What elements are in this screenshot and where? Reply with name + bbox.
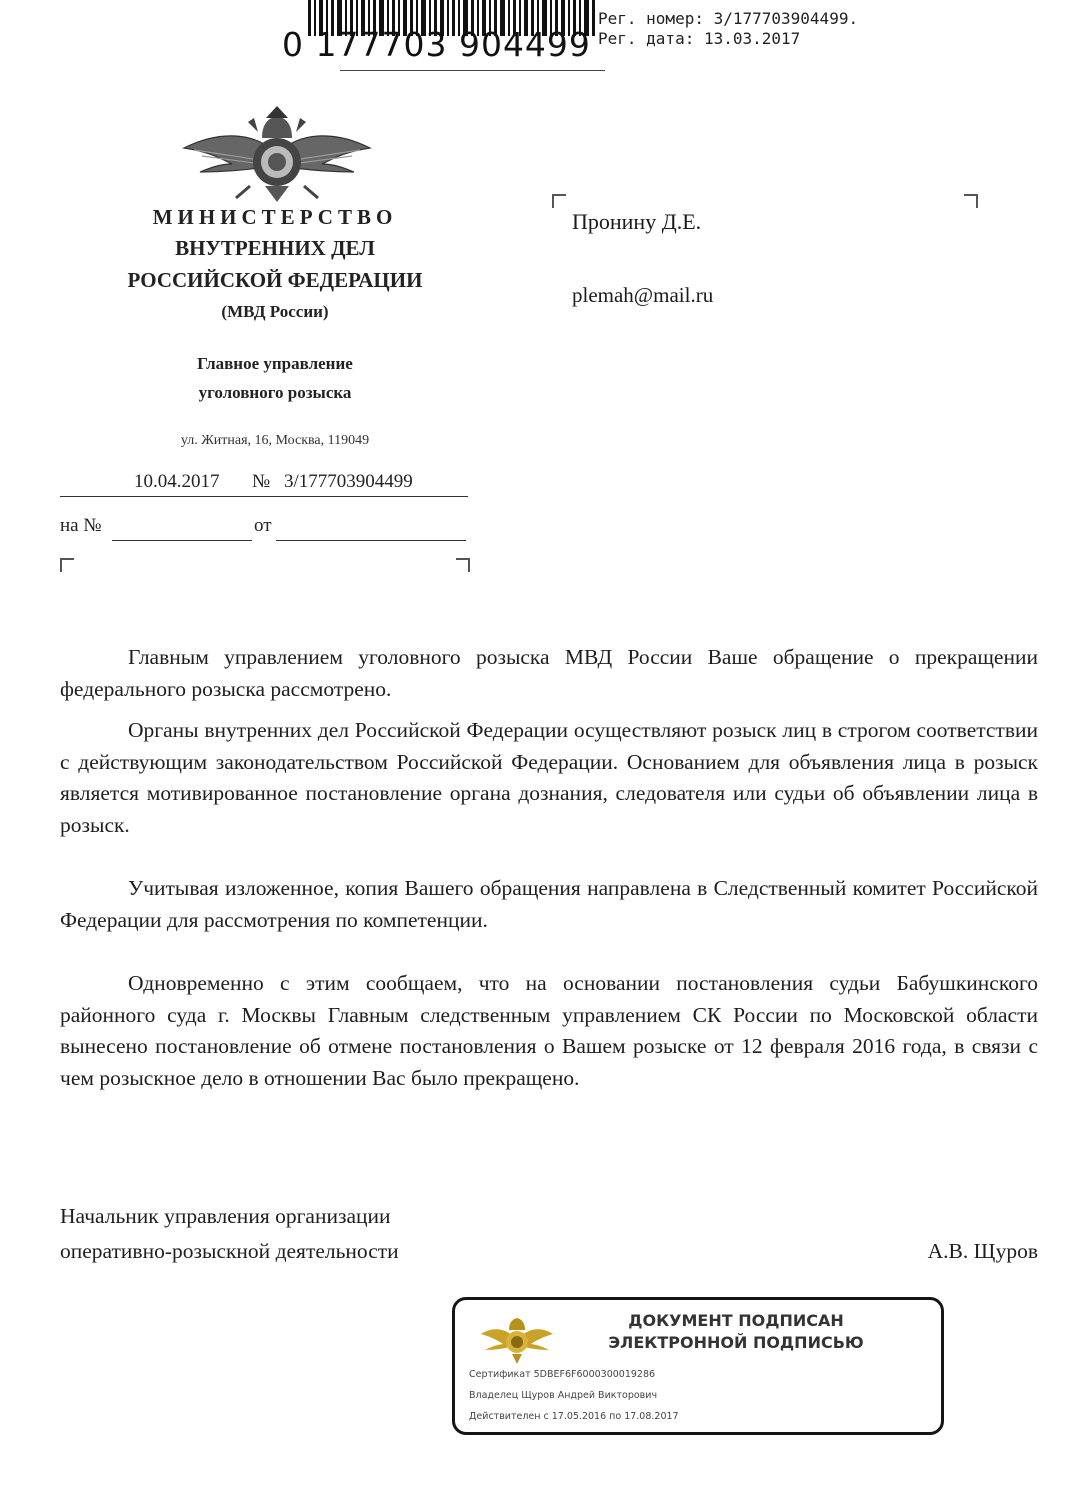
stamp-title-line-2: ЭЛЕКТРОННОЙ ПОДПИСЬЮ [608,1333,864,1352]
ministry-address: ул. Житная, 16, Москва, 119049 [180,433,370,448]
eagle-emblem-icon [479,1312,555,1368]
letter-number-label: № [252,471,271,492]
ministry-short-name: (МВД России) [221,302,329,321]
recipient-email: plemah@mail.ru [572,283,714,307]
reference-number-label: на № [60,515,102,536]
corner-mark [456,558,470,572]
recipient-name: Пронину Д.Е. [572,209,702,234]
body-paragraph-3: Учитывая изложенное, копия Вашего обращения направлена в Следственный комитет Российской Федерации для рассмотрения по компетенции. [60,876,1038,932]
body-paragraph-1: Главным управлением уголовного розыска МВД России Ваше обращение о прекращении федерального розыска рассмотрено. [60,645,1038,701]
registration-number: Рег. номер: 3/177703904499. [598,9,859,28]
corner-mark [60,558,74,572]
barcode-underline [340,70,605,71]
date-number-underline [60,496,468,497]
letter-number: 3/177703904499 [284,471,413,492]
signer-name: А.В. Щуров [927,1239,1038,1263]
stamp-owner: Владелец Щуров Андрей Викторович [469,1390,658,1401]
stamp-title-line-1: ДОКУМЕНТ ПОДПИСАН [628,1311,844,1330]
signer-position-line-1: Начальник управления организации [60,1204,391,1228]
department-line-1: Главное управление [197,354,353,373]
corner-mark [964,194,978,208]
mvd-emblem-icon [180,102,374,206]
body-paragraph-4: Одновременно с этим сообщаем, что на основании постановления судьи Бабушкинского районного суда г. Москвы Главным следственным управлением СК России по Московской области вынесено постановление об отмене постановления о Вашем розыске от 12 февраля 2016 года, в связи с чем розыскное дело в отношении Вас было прекращено. [60,971,1038,1090]
registration-date: Рег. дата: 13.03.2017 [598,29,801,48]
ministry-line-2: ВНУТРЕННИХ ДЕЛ [175,236,375,260]
stamp-validity: Действителен с 17.05.2016 по 17.08.2017 [469,1411,679,1422]
department-line-2: уголовного розыска [198,383,352,402]
stamp-certificate: Сертификат 5DBEF6F6000300019286 [469,1369,656,1380]
body-paragraph-2: Органы внутренних дел Российской Федерации осуществляют розыск лиц в строгом соответствии с действующим законодательством Российской Федерации. Основанием для объявления лица в розыск является мотивированное постановление органа дознания, следователя или судьи об объявлении лица в розыск. [60,718,1038,837]
electronic-signature-stamp [452,1297,944,1435]
ministry-line-3: РОССИЙСКОЙ ФЕДЕРАЦИИ [127,268,423,292]
reference-number-blank [112,540,252,541]
corner-mark [552,194,566,208]
barcode-number: 0 177703 904499 [282,25,591,64]
ministry-line-1: МИНИСТЕРСТВО [152,205,398,229]
signer-position-line-2: оперативно-розыскной деятельности [60,1239,399,1263]
letter-date: 10.04.2017 [134,471,220,492]
reference-from-label: от [254,515,272,536]
reference-date-blank [276,540,466,541]
